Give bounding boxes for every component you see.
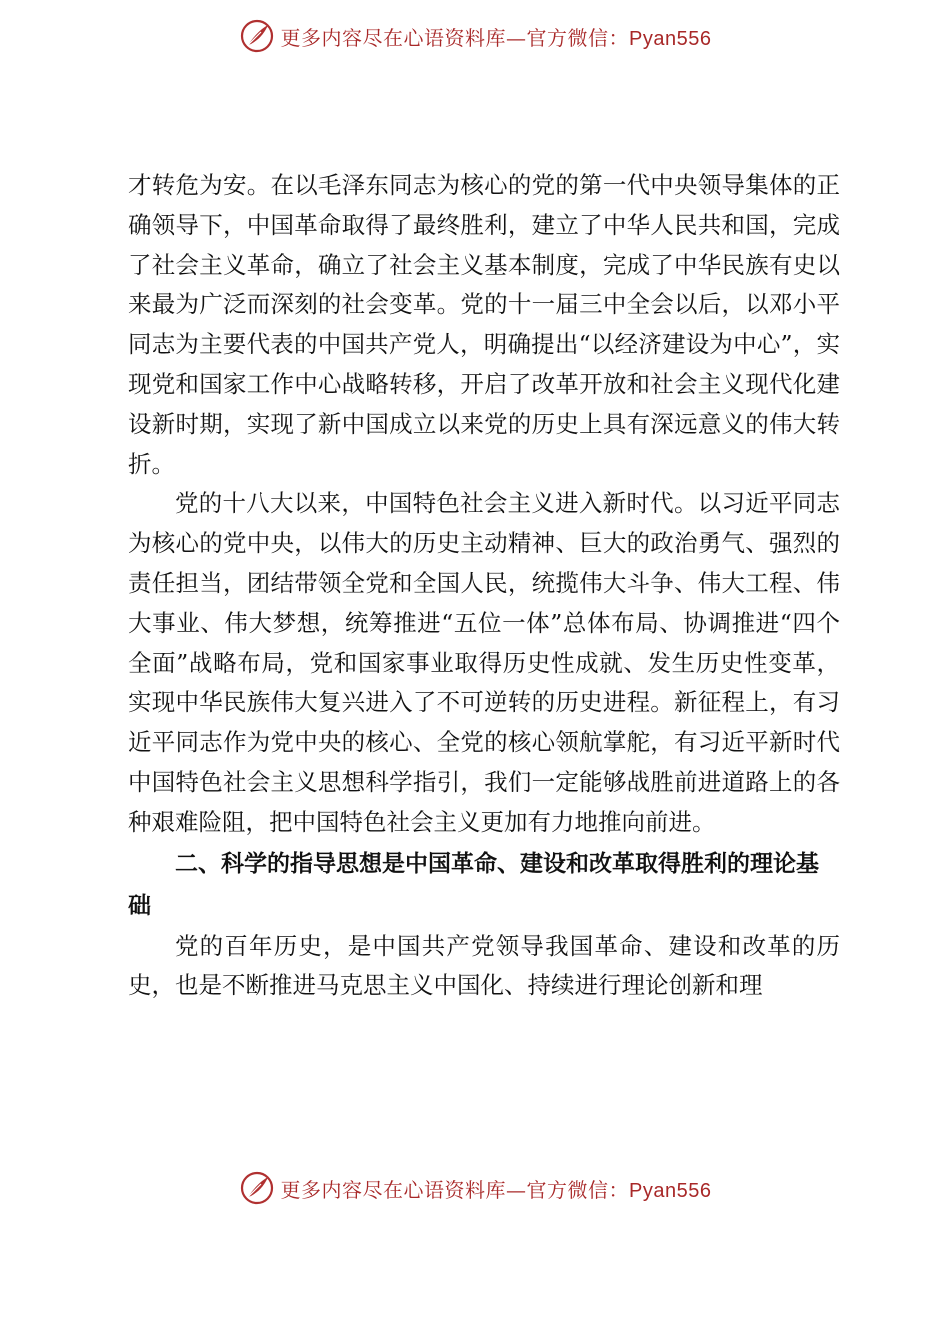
header-watermark-banner bbox=[0, 16, 950, 56]
feather-pen-logo-icon bbox=[239, 1170, 275, 1206]
paragraph-continued: 才转危为安。在以毛泽东同志为核心的党的第一代中央领导集体的正确领导下，中国革命取得了最终胜利，建立了中华人民共和国，完成了社会主义革命，确立了社会主义基本制度，完成了中华民族有史以来最为广泛而深刻的社会变革。党的十一届三中全会以后，以邓小平同志为主要代表的中国共产党人，明确提出“以经济建设为中心”，实现党和国家工作中心战略转移，开启了改革开放和社会主义现代化建设新时期，实现了新中国成立以来党的历史上具有深远意义的伟大转折。 bbox=[128, 171, 840, 478]
section-heading-2: 二、科学的指导思想是中国革命、建设和改革取得胜利的理论基础 bbox=[128, 850, 819, 919]
watermark-official-label: 官方微信： bbox=[526, 25, 630, 50]
watermark-separator: — bbox=[506, 25, 527, 50]
watermark-main-text: 更多内容尽在心语资料库 bbox=[280, 25, 507, 50]
watermark-main-text: 更多内容尽在心语资料库 bbox=[280, 1177, 507, 1202]
feather-pen-logo-icon bbox=[239, 18, 275, 54]
watermark-text bbox=[281, 22, 712, 51]
watermark-wechat-id: Pyan556 bbox=[629, 27, 712, 50]
watermark-text bbox=[281, 1174, 712, 1203]
watermark-official-label: 官方微信： bbox=[526, 1177, 630, 1202]
paragraph-century-history: 党的百年历史，是中国共产党领导我国革命、建设和改革的历史，也是不断推进马克思主义中国化、持续进行理论创新和理 bbox=[128, 931, 840, 1000]
document-body bbox=[128, 166, 840, 1006]
footer-watermark-banner bbox=[0, 1168, 950, 1208]
paragraph-new-era: 党的十八大以来，中国特色社会主义进入新时代。以习近平同志为核心的党中央，以伟大的历史主动精神、巨大的政治勇气、强烈的责任担当，团结带领全党和全国人民，统揽伟大斗争、伟大工程、伟大事业、伟大梦想，统筹推进“五位一体”总体布局、协调推进“四个全面”战略布局，党和国家事业取得历史性成就、发生历史性变革，实现中华民族伟大复兴进入了不可逆转的历史进程。新征程上，有习近平同志作为党中央的核心、全党的核心领航掌舵，有习近平新时代中国特色社会主义思想科学指引，我们一定能够战胜前进道路上的各种艰难险阻，把中国特色社会主义更加有力地推向前进。 bbox=[128, 489, 840, 836]
watermark-wechat-id: Pyan556 bbox=[629, 1179, 712, 1202]
watermark-separator: — bbox=[506, 1177, 527, 1202]
